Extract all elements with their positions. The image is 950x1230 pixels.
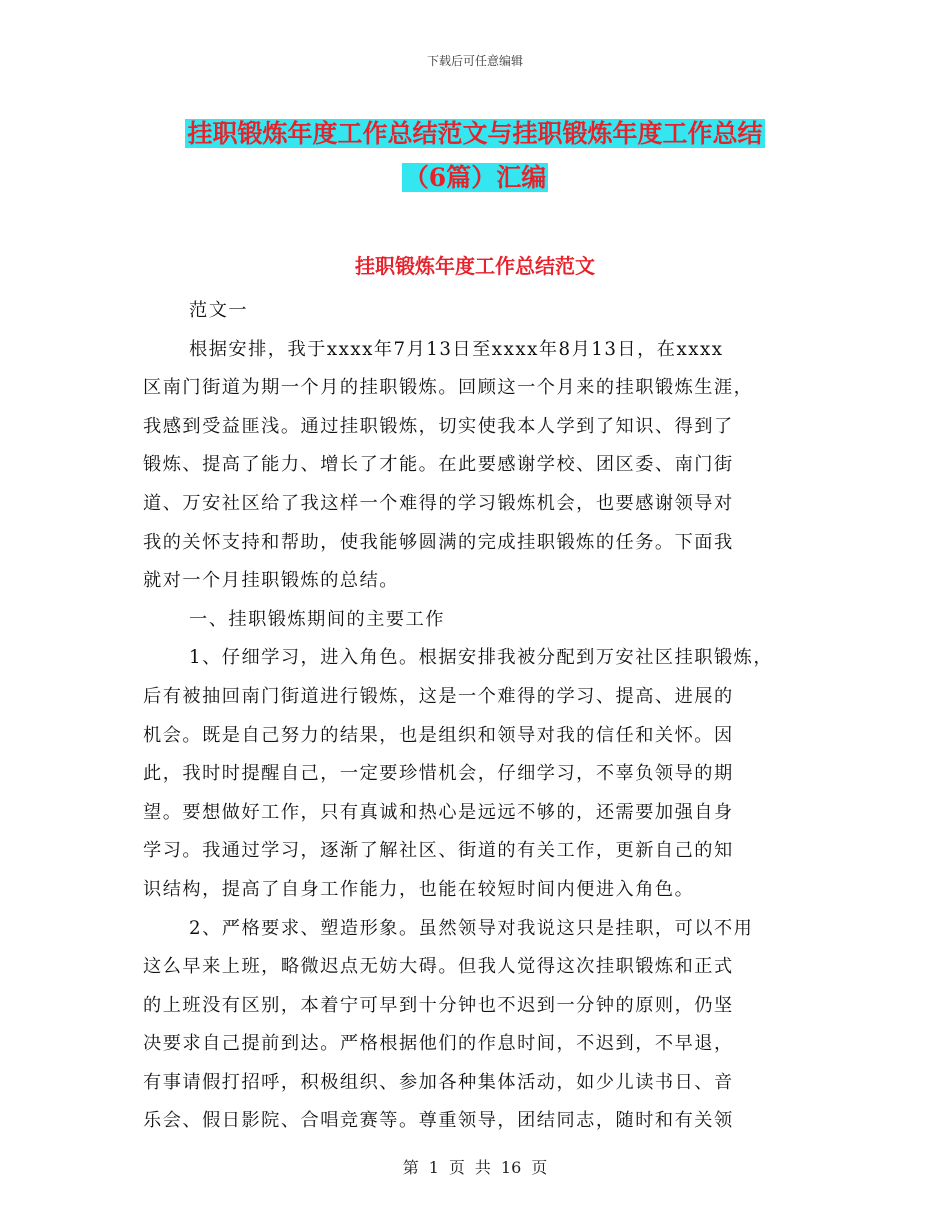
header-note: 下载后可任意编辑 — [426, 54, 523, 68]
text-line: 锻炼、提高了能力、增长了才能。在此要感谢学校、团区委、南门街 — [143, 454, 734, 476]
footer-mid2: 共 — [474, 1158, 491, 1177]
page-number: 1 — [428, 1158, 439, 1177]
footer-prefix: 第 — [402, 1158, 419, 1177]
footer-suffix: 页 — [531, 1158, 548, 1177]
text-line: 我的关怀支持和帮助，使我能够圆满的完成挂职锻炼的任务。下面我 — [143, 531, 734, 553]
footer-mid1: 页 — [448, 1158, 465, 1177]
text-line: 机会。既是自己努力的结果，也是组织和领导对我的信任和关怀。因 — [143, 724, 734, 746]
title-text-2: （6篇）汇编 — [403, 163, 547, 192]
text-line: 此，我时时提醒自己，一定要珍惜机会，仔细学习，不辜负领导的期 — [143, 763, 734, 785]
page-footer — [0, 1155, 950, 1178]
text-line: 区南门街道为期一个月的挂职锻炼。回顾这一个月来的挂职锻炼生涯， — [143, 377, 754, 399]
text-line: 望。要想做好工作，只有真诚和热心是远远不够的，还需要加强自身 — [143, 801, 734, 823]
text-line: 的上班没有区别，本着宁可早到十分钟也不迟到一分钟的原则，仍坚 — [143, 994, 734, 1016]
text-line: 我感到受益匪浅。通过挂职锻炼，切实使我本人学到了知识、得到了 — [143, 415, 734, 437]
text-line: 范文一 — [189, 300, 249, 321]
title-text-1: 挂职锻炼年度工作总结范文与挂职锻炼年度工作总结 — [187, 119, 763, 148]
text-line: 一、挂职锻炼期间的主要工作 — [189, 608, 445, 630]
text-line: 这么早来上班，略微迟点无妨大碍。但我人觉得这次挂职锻炼和正式 — [143, 956, 734, 978]
text-line: 1、仔细学习，进入角色。根据安排我被分配到万安社区挂职锻炼， — [189, 647, 774, 669]
document-title-line-1 — [0, 114, 950, 150]
document-title-line-2 — [0, 158, 950, 194]
section-title: 挂职锻炼年度工作总结范文 — [355, 254, 595, 278]
text-line: 道、万安社区给了我这样一个难得的学习锻炼机会，也要感谢领导对 — [143, 492, 734, 514]
text-line: 乐会、假日影院、合唱竞赛等。尊重领导，团结同志，随时和有关领 — [143, 1110, 734, 1132]
text-line: 根据安排，我于xxxx年7月13日至xxxx年8月13日，在xxxx — [189, 338, 724, 360]
body-text — [143, 292, 823, 1141]
text-line: 有事请假打招呼，积极组织、参加各种集体活动，如少儿读书日、音 — [143, 1071, 734, 1093]
page-total: 16 — [500, 1158, 522, 1177]
text-line: 后有被抽回南门街道进行锻炼，这是一个难得的学习、提高、进展的 — [143, 685, 734, 707]
text-line: 识结构，提高了自身工作能力，也能在较短时间内便进入角色。 — [143, 878, 695, 900]
text-line: 学习。我通过学习，逐渐了解社区、街道的有关工作，更新自己的知 — [143, 840, 734, 862]
text-line: 2、严格要求、塑造形象。虽然领导对我说这只是挂职，可以不用 — [189, 917, 754, 939]
text-line: 决要求自己提前到达。严格根据他们的作息时间，不迟到，不早退， — [143, 1033, 734, 1055]
text-line: 就对一个月挂职锻炼的总结。 — [143, 570, 399, 592]
